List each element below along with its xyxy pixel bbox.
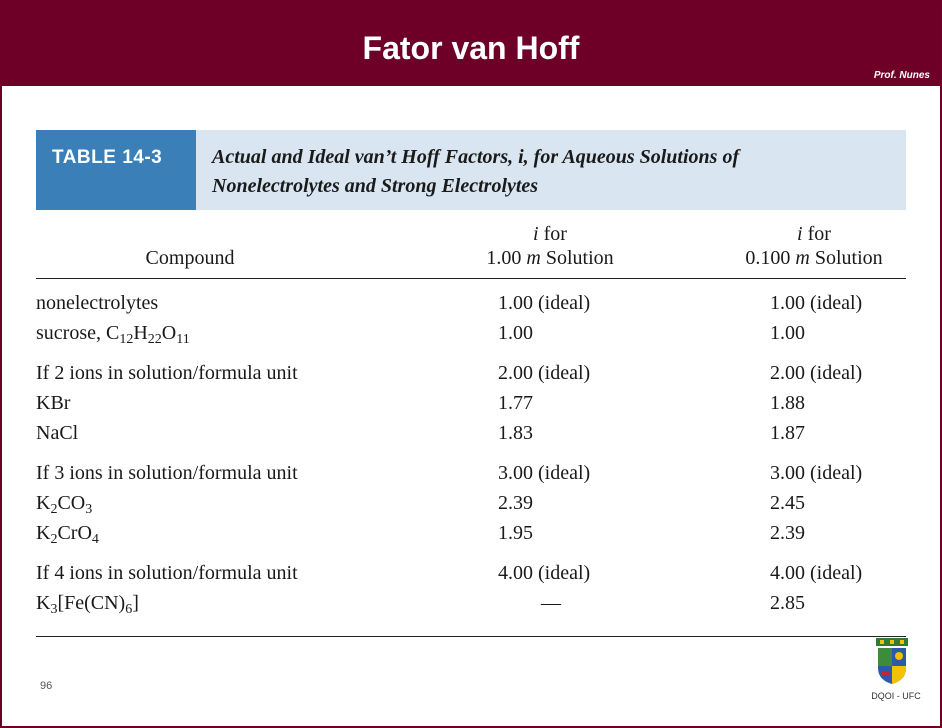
slide-header <box>2 2 940 86</box>
value-1m-cell: 1.95 <box>498 522 533 544</box>
header-col-01m <box>714 222 914 270</box>
value-01m-cell: 1.00 (ideal) <box>770 292 863 314</box>
table-caption-line-2: Nonelectrolytes and Strong Electrolytes <box>212 175 539 197</box>
value-01m-cell: 2.39 <box>770 522 805 544</box>
table-caption <box>212 143 892 201</box>
header-col-1m-line-2: 1.00 m Solution <box>486 247 614 269</box>
university-crest-icon <box>874 638 910 686</box>
value-1m-cell: 4.00 (ideal) <box>498 562 591 584</box>
compound-cell: KBr <box>36 392 71 414</box>
logo-caption: DQOI - UFC <box>871 691 921 701</box>
footer-rule <box>36 636 906 637</box>
table-row <box>36 592 906 622</box>
table-row <box>36 422 906 452</box>
header-col-1m <box>440 222 660 270</box>
value-01m-cell: 4.00 (ideal) <box>770 562 863 584</box>
value-01m-cell: 1.00 <box>770 322 805 344</box>
table-row <box>36 492 906 522</box>
table-row <box>36 562 906 592</box>
value-01m-cell: 1.88 <box>770 392 805 414</box>
table-tag-box <box>36 130 196 210</box>
slide-number: 96 <box>40 680 53 692</box>
compound-cell: $K_3[Fe(CN)_6]$ <box>36 592 139 617</box>
compound-cell: If 3 ions in solution/formula unit <box>36 462 298 484</box>
value-01m-cell: 2.45 <box>770 492 805 514</box>
table-row <box>36 522 906 552</box>
value-01m-cell: 1.87 <box>770 422 805 444</box>
table-tag: TABLE 14-3 <box>52 147 163 168</box>
value-1m-cell: 1.00 (ideal) <box>498 292 591 314</box>
value-01m-cell: 2.00 (ideal) <box>770 362 863 384</box>
header-rule <box>36 278 906 279</box>
table-banner <box>36 130 906 210</box>
value-01m-cell: 2.85 <box>770 592 805 614</box>
table-caption-line-1: Actual and Ideal van’t Hoff Factors, i, for Aqueous Solutions of <box>212 146 740 168</box>
header-col-01m-line-2: 0.100 m Solution <box>745 247 883 269</box>
author-label: Prof. Nunes <box>873 70 930 81</box>
slide-title: Fator van Hoff <box>362 30 580 66</box>
value-1m-cell: 2.39 <box>498 492 533 514</box>
compound-cell: If 4 ions in solution/formula unit <box>36 562 298 584</box>
header-col-1m-line-1: i for <box>533 223 567 245</box>
table-row <box>36 462 906 492</box>
compound-cell: sucrose, $C_{12}H_{22}O_{11}$ <box>36 322 190 347</box>
value-1m-cell: 1.83 <box>498 422 533 444</box>
table-row <box>36 362 906 392</box>
value-1m-cell: — <box>541 592 561 614</box>
value-01m-cell: 3.00 (ideal) <box>770 462 863 484</box>
value-1m-cell: 1.00 <box>498 322 533 344</box>
value-1m-cell: 3.00 (ideal) <box>498 462 591 484</box>
compound-cell: If 2 ions in solution/formula unit <box>36 362 298 384</box>
compound-cell: nonelectrolytes <box>36 292 159 314</box>
table-row <box>36 392 906 422</box>
compound-cell: $K_2CrO_4$ <box>36 522 99 547</box>
value-1m-cell: 1.77 <box>498 392 533 414</box>
header-col-01m-line-1: i for <box>797 223 831 245</box>
table-row <box>36 292 906 322</box>
compound-cell: $K_2CO_3$ <box>36 492 93 517</box>
compound-cell: NaCl <box>36 422 79 444</box>
header-compound: Compound <box>145 247 235 269</box>
table-row <box>36 322 906 352</box>
value-1m-cell: 2.00 (ideal) <box>498 362 591 384</box>
